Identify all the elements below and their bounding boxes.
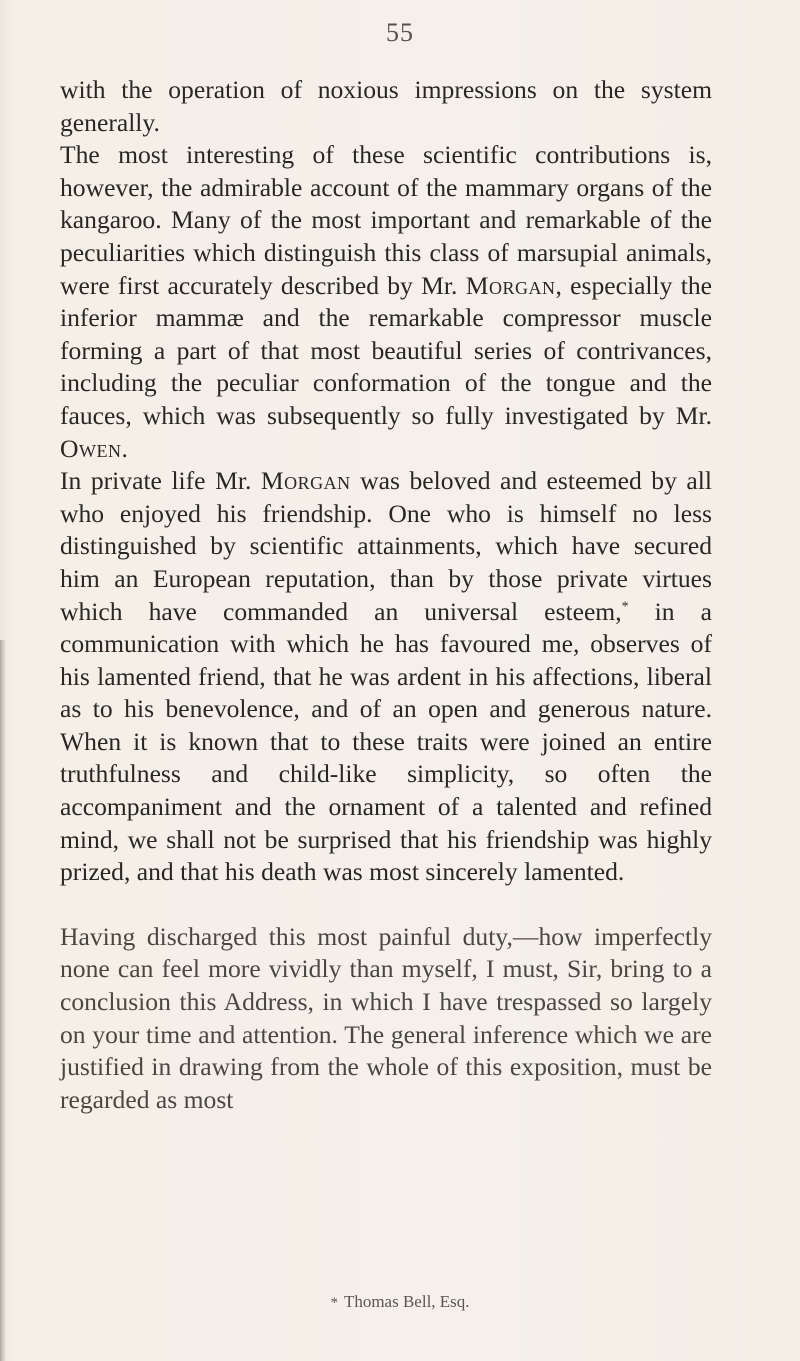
paragraph-3-text-c: in a communication with which he has favoured me, observes of his lamented friend, that he was ardent in his affections, liberal as to his benevolence, and of an open and generous nature. When it is known that to these traits were joined an entire truthfulness and child-like simplicity, so often the accompaniment and the ornament of a talented and refined mind, we shall not be surprised that his friendship was highly prized, and that his death was most sincerely lamented.: [60, 596, 712, 887]
binding-edge: [0, 640, 6, 1361]
paragraph-2-text-b: , especially the inferior mammæ and the remarkable compressor muscle forming a part of that most beautiful series of contrivances, including the peculiar conformation of the tongue and the fauces, which was subsequently so fully investigated by Mr.: [60, 270, 712, 430]
section-gap: [60, 889, 712, 921]
footnote-text: Thomas Bell, Esq.: [343, 1292, 470, 1311]
paragraph-2-text-c: .: [121, 433, 128, 463]
name-morgan-2: Morgan: [260, 466, 351, 496]
paragraph-4: Having discharged this most painful duty,—how imperfectly none can feel more vividly than myself, I must, Sir, bring to a conclusion this Address, in which I have trespassed so largely on your time and attention. The general inference which we are justified in drawing from the whole of this exposition, must be regarded as most: [60, 921, 712, 1114]
body-text: [60, 74, 712, 1116]
name-morgan: Morgan: [465, 270, 556, 300]
paragraph-2: [60, 139, 712, 465]
paragraph-2-text-a: The most interesting of these scientific contributions is, however, the admirable account of the mammary organs of the kangaroo. Many of the most important and remarkable of the peculiarities which distinguish this class of marsupial animals, were first accurately described by Mr.: [60, 140, 712, 300]
footnote: [0, 1292, 800, 1312]
paragraph-1: with the operation of noxious impressions on the system generally.: [60, 75, 712, 137]
paragraph-3: [60, 465, 712, 889]
paragraph-3-text-b: was beloved and esteemed by all who enjoyed his friendship. One who is himself no less distinguished by scientific attainments, which have secured him an European reputation, than by those private virtues which have commanded an universal esteem,: [60, 466, 712, 626]
footnote-mark: *: [330, 1295, 338, 1311]
page-number: 55: [386, 18, 414, 47]
paragraph-3-text-a: In private life Mr.: [60, 466, 261, 496]
name-owen: Owen: [60, 433, 122, 463]
footnote-reference: *: [621, 598, 629, 614]
